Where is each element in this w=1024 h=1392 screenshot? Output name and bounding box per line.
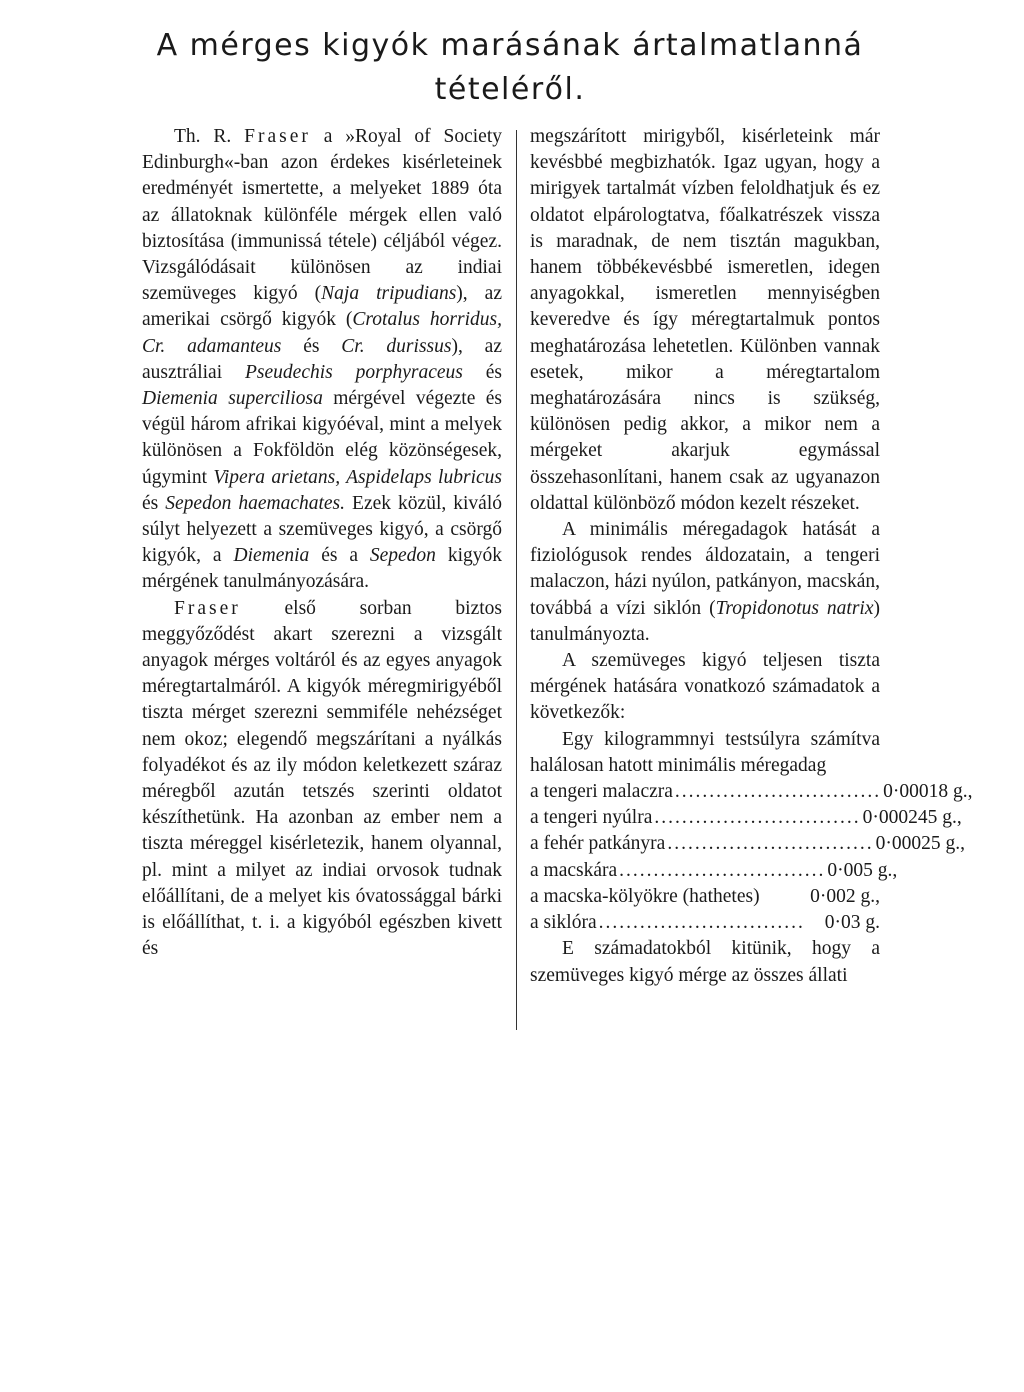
- dose-table: [530, 779, 973, 936]
- right-column: [530, 124, 973, 989]
- author-name: Fraser: [244, 126, 311, 147]
- right-paragraph-2: A minimális méregadagok hatását a fiziológusok rendes áldozatain, a tengeri malaczon, házi nyúlon, patkányon, macskán, továbbá a vízi siklón (Tropidonotus natrix) tanulmányozta.: [530, 519, 881, 645]
- left-column: [142, 124, 502, 963]
- dose-row: a siklóra .............................. 0·03 g.: [530, 912, 880, 934]
- column-divider: [516, 130, 517, 1030]
- dose-row: a tengeri nyúlra .............................. 0·000245 g.,: [530, 807, 962, 829]
- author-name: Fraser: [174, 597, 241, 619]
- left-paragraph-2: Fraser első sorban biztos meggyőződést akart szerezni a vizsgált anyagok mérges voltáról és az egyes anyagok méregtartalmáról. A kigyók méregmirigyéből tiszta mérget szerezni semmiféle nehézséget nem okoz; elegendő megszárítani a nyálkás folyadékot és az ily módon keletkezett száraz méregből azután tetszés szerinti oldatot készíthetünk. Ha azonban az ember nem a tiszta méreggel kisérletezik, hanem olyannal, pl. mint a milyet az indiai orvosok tudnak előállítani, de a melyet kis óvatossággal bárki is előállíthat, t. i. a kigyóból egészben kivett és: [142, 597, 502, 960]
- dose-row: a macskára .............................. 0·005 g.,: [530, 859, 898, 881]
- right-paragraph-4: Egy kilogrammnyi testsúlyra számítva halálosan hatott minimális méregadag: [530, 728, 880, 776]
- dose-row: a macska-kölyökre (hathetes) 0·002 g.,: [530, 885, 880, 907]
- dose-row: a fehér patkányra .............................. 0·00025 g.,: [530, 833, 965, 855]
- right-paragraph-1: megszárított mirigyből, kisérleteink már kevésbbé megbizhatók. Igaz ugyan, hogy a mirigyek tartalmát vízben feloldhatjuk és ez oldatot elpárologtatva, főalkatrészek vissza is maradnak, de nem tisztán magukban, hanem többékevésbbé ismeretlen, idegen anyagokkal, ismeretlen mennyiségben keveredve és így méregtartalmuk pontos meghatározása lehetetlen. Különben vannak esetek, mikor a méregtartalom meghatározására nincs is szükség, különösen pedig akkor, a mikor nem a mérgeket akarjuk egymással összehasonlítani, hanem csak az ugyanazon oldattal különböző módon kezelt részeket.: [530, 126, 880, 514]
- article-title-line-2: tételéről.: [434, 72, 586, 107]
- right-paragraph-5: E számadatokból kitünik, hogy a szemüveges kigyó mérge az összes állati: [530, 938, 880, 986]
- left-paragraph-1: Th. R. Fraser a »Royal of Society Edinburgh«-ban azon érdekes kisérleteinek eredményét ismertette, a melyeket 1889 óta az állatoknak különféle mérgek ellen való biztosítása (immunissá tétele) céljából végez. Vizsgálódásait különösen az indiai szemüveges kigyó (Naja tripudians), az amerikai csörgő kigyók (Crotalus horridus, Cr. adamanteus és Cr. durissus), az ausztráliai Pseudechis porphyraceus és Diemenia superciliosa mérgével végezte és végül három afrikai kigyóéval, mint a melyek különösen a Fokföldön elég közönségesek, úgymint Vipera arietans, Aspidelaps lubricus és Sepedon haemachates. Ezek közül, kiváló súlyt helyezett a szemüveges kigyó, a csörgő kigyók, a Diemenia és a Sepedon kigyók mérgének tanulmányozására.: [142, 126, 503, 593]
- article-title-line-1: A mérges kigyók marásának ártalmatlanná: [156, 28, 864, 63]
- dose-row: a tengeri malaczra .............................. 0·00018 g.,: [530, 781, 973, 803]
- right-paragraph-3: A szemüveges kigyó teljesen tiszta mérgének hatására vonatkozó számadatok a következők:: [530, 650, 880, 724]
